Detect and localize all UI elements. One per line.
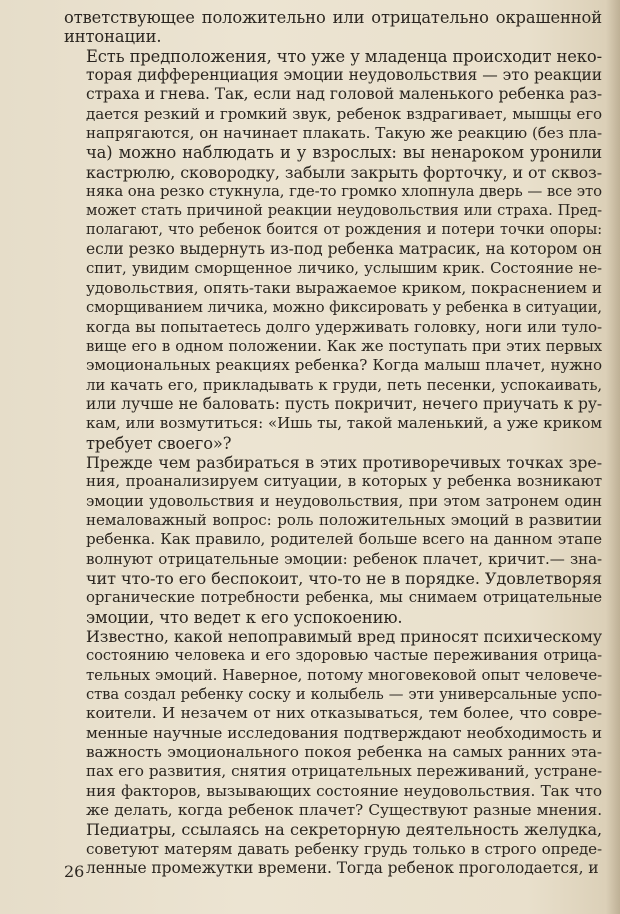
text-line: ленные промежутки времени. Тогда ребенок проголодается, и [86,859,599,878]
text-line: ча) можно наблюдать и у взрослых: вы ненароком уронили [86,143,602,163]
text-line: Есть предположения, что уже у младенца происходит неко- [86,46,602,66]
page-number: 26 [64,862,85,881]
text-line: страха и гнева. Так, если над головой маленького ребенка раз- [86,85,602,104]
text-line: ребенка. Как правило, родителей больше всего на данном этапе [86,530,602,549]
text-line: тельных эмоций. Наверное, потому многовековой опыт человече- [86,665,602,684]
body-text [64,8,602,878]
text-line: эмоциональных реакциях ребенка? Когда малыш плачет, нужно [86,356,602,375]
text-line: требует своего»? [86,433,232,453]
text-line: ния факторов, вызывающих состояние неудовольствия. Так что [86,781,602,800]
text-line: немаловажный вопрос: роль положительных эмоций в развитии [86,510,602,529]
text-line: кам, или возмутиться: «Ишь ты, такой маленький, а уже криком [86,414,602,433]
text-line: или лучше не баловать: пусть покричит, нечего приучать к ру- [86,394,602,413]
text-line: вище его в одном положении. Как же поступать при этих первых [86,336,602,355]
text-line: напрягаются, он начинает плакать. Такую же реакцию (без пла- [86,124,602,143]
paragraph [64,8,602,47]
text-line: пах его развития, снятия отрицательных переживаний, устране- [86,762,602,781]
text-line: состоянию человека и его здоровью частые переживания отрица- [86,647,602,665]
text-line: менные научные исследования подтверждают необходимость и [86,723,602,742]
text-line: эмоции, что ведет к его успокоению. [86,607,403,627]
text-line: ответствующее положительно или отрицательно окрашенной [64,8,602,27]
text-line: ния, проанализируем ситуации, в которых у ребенка возникают [86,472,602,491]
text-line: ства создал ребенку соску и колыбель — эти универсальные успо- [86,686,602,704]
text-line: интонации. [64,27,162,47]
text-line: удовольствия, опять-таки выражаемое криком, покраснением и [86,278,602,297]
text-line: Известно, какой непоправимый вред приносят психическому [86,627,602,646]
text-line: ли качать его, прикладывать к груди, петь песенки, успокаивать, [86,375,602,394]
paragraph [64,47,602,453]
text-line: полагают, что ребенок боится от рождения и потери точки опоры: [86,221,602,238]
text-line: органические потребности ребенка, мы снимаем отрицательные [86,588,602,607]
text-line: сморщиванием личика, можно фиксировать у ребенка в ситуации, [86,299,602,317]
text-line: может стать причиной реакции неудовольствия или страха. Пред- [86,202,602,220]
text-line: Прежде чем разбираться в этих противоречивых точках зре- [86,452,602,472]
text-line: няка она резко стукнула, где-то громко хлопнула дверь — все это [86,182,602,201]
text-line: спит, увидим сморщенное личико, услышим крик. Состояние не- [86,259,602,278]
text-line: торая дифференциация эмоции неудовольствия — это реакции [86,66,602,85]
text-line: коители. И незачем от них отказываться, тем более, что совре- [86,704,602,723]
page-spine-shadow [606,0,620,914]
text-line: волнуют отрицательные эмоции: ребенок плачет, кричит.— зна- [86,549,602,568]
text-line: эмоции удовольствия и неудовольствия, при этом затронем один [86,491,602,510]
text-line: чит что-то его беспокоит, что-то не в порядке. Удовлетворяя [86,568,602,588]
text-line: важность эмоционального покоя ребенка на самых ранних эта- [86,743,602,762]
paragraph [64,453,602,627]
paragraph [64,627,602,878]
text-line: же делать, когда ребенок плачет? Существуют разные мнения. [86,801,602,820]
text-line: Педиатры, ссылаясь на секреторную деятельность желудка, [86,820,602,840]
text-line: если резко выдернуть из-под ребенка матрасик, на котором он [86,240,602,259]
text-line: когда вы попытаетесь долго удерживать головку, ноги или туло- [86,317,602,336]
text-line: кастрюлю, сковородку, забыли закрыть форточку, и от сквоз- [86,162,602,182]
text-line: советуют матерям давать ребенку грудь только в строго опреде- [86,839,602,858]
text-line: дается резкий и громкий звук, ребенок вздрагивает, мышцы его [86,104,602,123]
